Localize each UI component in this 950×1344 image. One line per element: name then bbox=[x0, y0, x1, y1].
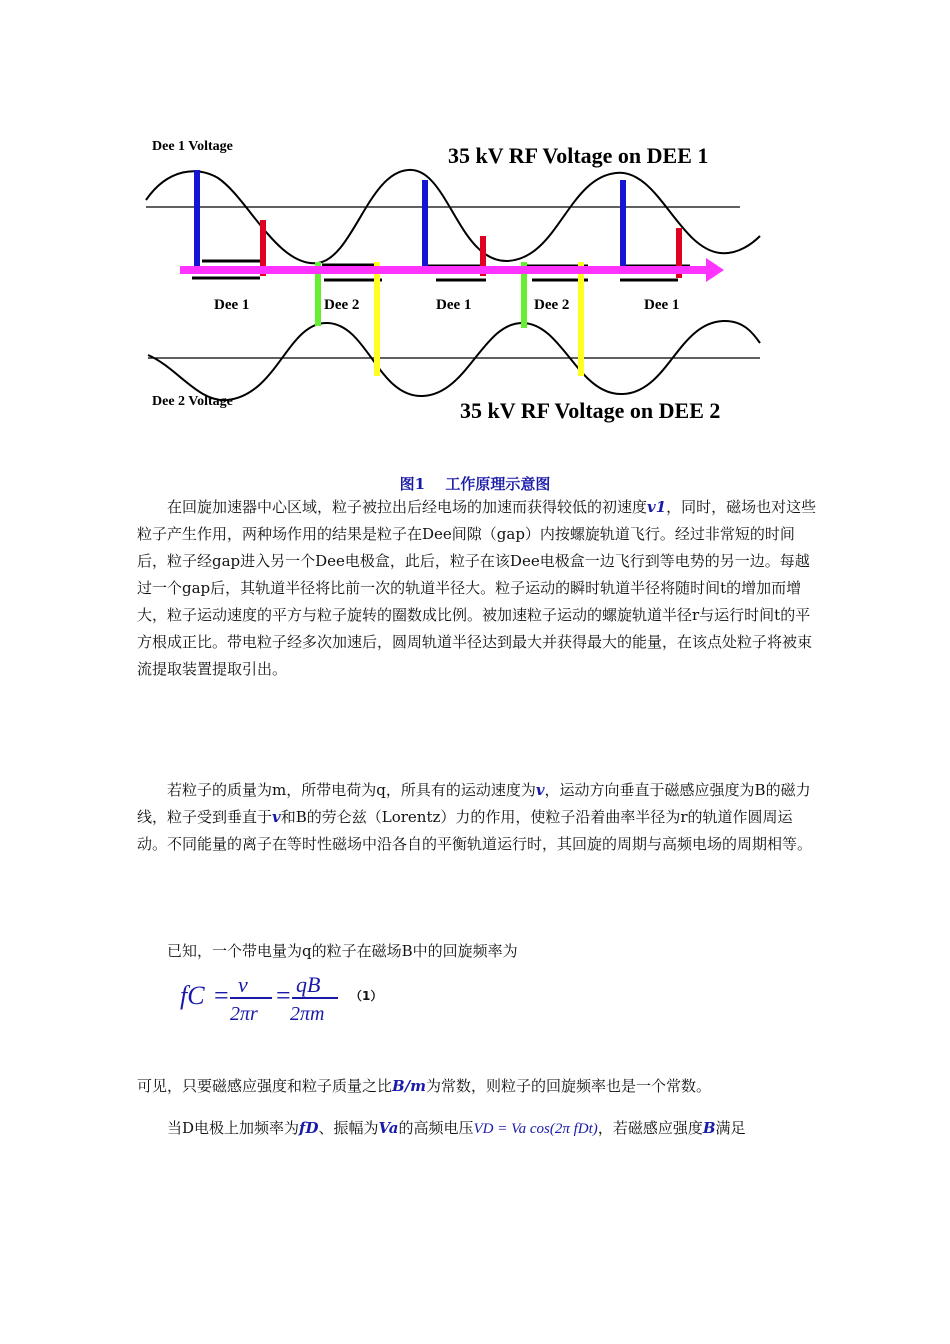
equation-num1: v bbox=[238, 972, 248, 997]
svg-text:=: = bbox=[214, 981, 229, 1010]
equation-den2: 2πm bbox=[290, 1003, 325, 1025]
cyclotron-frequency-equation bbox=[178, 970, 418, 1026]
paragraph-2: 若粒子的质量为m，所带电荷为q，所具有的运动速度为v，运动方向垂直于磁感应强度为B的磁力线，粒子受到垂直于v和B的劳仑兹（Lorentz）力的作用，使粒子沿着曲率半径为r的轨道作圆周运动。不同能量的离子在等时性磁场中沿各自的平衡轨道运行时，其回旋的周期与高频电场的周期相等。 bbox=[137, 781, 813, 853]
dee1-sine-wave bbox=[146, 170, 760, 263]
rf-voltage-diagram bbox=[138, 128, 778, 428]
blue-bar bbox=[620, 180, 626, 272]
dee-label: Dee 1 bbox=[436, 297, 472, 313]
particle-path-arrow bbox=[180, 266, 708, 274]
velocity-var: v bbox=[535, 781, 545, 799]
paragraph-3: 已知，一个带电量为q的粒子在磁场B中的回旋频率为 bbox=[167, 942, 518, 960]
initial-velocity-var: v1 bbox=[647, 498, 667, 516]
dee-label: Dee 2 bbox=[534, 297, 570, 313]
dee-label: Dee 2 bbox=[324, 297, 360, 313]
equation-den1: 2πr bbox=[230, 1003, 258, 1025]
arrow-head bbox=[706, 258, 724, 282]
equation-lhs: fC bbox=[180, 981, 205, 1010]
yellow-bar bbox=[578, 262, 584, 376]
dee1-title: 35 kV RF Voltage on DEE 1 bbox=[448, 143, 709, 168]
dee1-voltage-label: Dee 1 Voltage bbox=[152, 139, 233, 154]
paragraph-5: 当D电极上加频率为fD、振幅为Va的高频电压VD = Va cos(2π fDt)，若磁感应强度B满足 bbox=[167, 1119, 746, 1137]
dee2-title: 35 kV RF Voltage on DEE 2 bbox=[460, 398, 721, 423]
yellow-bar bbox=[374, 262, 380, 376]
equation-graphic bbox=[178, 970, 418, 1026]
dee2-sine-wave bbox=[148, 321, 760, 400]
figure-caption: 图1 工作原理示意图 bbox=[399, 475, 551, 493]
equation-number: （1） bbox=[350, 989, 383, 1003]
blue-bar bbox=[422, 180, 428, 272]
voltage-formula: VD = Va cos(2π fDt) bbox=[473, 1121, 598, 1137]
amplitude-var: Va bbox=[378, 1119, 399, 1137]
paragraph-4: 可见，只要磁感应强度和粒子质量之比B/m为常数，则粒子的回旋频率也是一个常数。 bbox=[137, 1077, 712, 1095]
dee-label: Dee 1 bbox=[214, 297, 250, 313]
dee-label: Dee 1 bbox=[644, 297, 680, 313]
paragraph-1: 在回旋加速器中心区域，粒子被拉出后经电场的加速而获得较低的初速度v1，同时，磁场也对这些粒子产生作用，两种场作用的结果是粒子在Dee间隙（gap）内按螺旋轨道飞行。经过非常短的时间后，粒子经gap进入另一个Dee电极盒，此后，粒子在该Dee电极盒一边飞行到等电势的另一边。每越过一个gap后，其轨道半径将比前一次的轨道半径大。粒子运动的瞬时轨道半径将随时间t的增加而增大，粒子运动速度的平方与粒子旋转的圈数成比例。被加速粒子运动的螺旋轨道半径r与运行时间t的平方根成正比。带电粒子经多次加速后，圆周轨道半径达到最大并获得最大的能量，在该点处粒子将被束流提取装置提取引出。 bbox=[137, 498, 817, 678]
cyclotron-rf-figure bbox=[138, 128, 778, 428]
field-var: B bbox=[702, 1119, 716, 1137]
equation-num2: qB bbox=[296, 972, 321, 997]
ratio-var: B/m bbox=[392, 1077, 427, 1095]
dee2-voltage-label: Dee 2 Voltage bbox=[152, 394, 233, 409]
blue-bar bbox=[194, 170, 200, 270]
frequency-var: fD bbox=[299, 1119, 319, 1137]
svg-text:=: = bbox=[276, 981, 291, 1010]
velocity-var: v bbox=[272, 808, 281, 826]
